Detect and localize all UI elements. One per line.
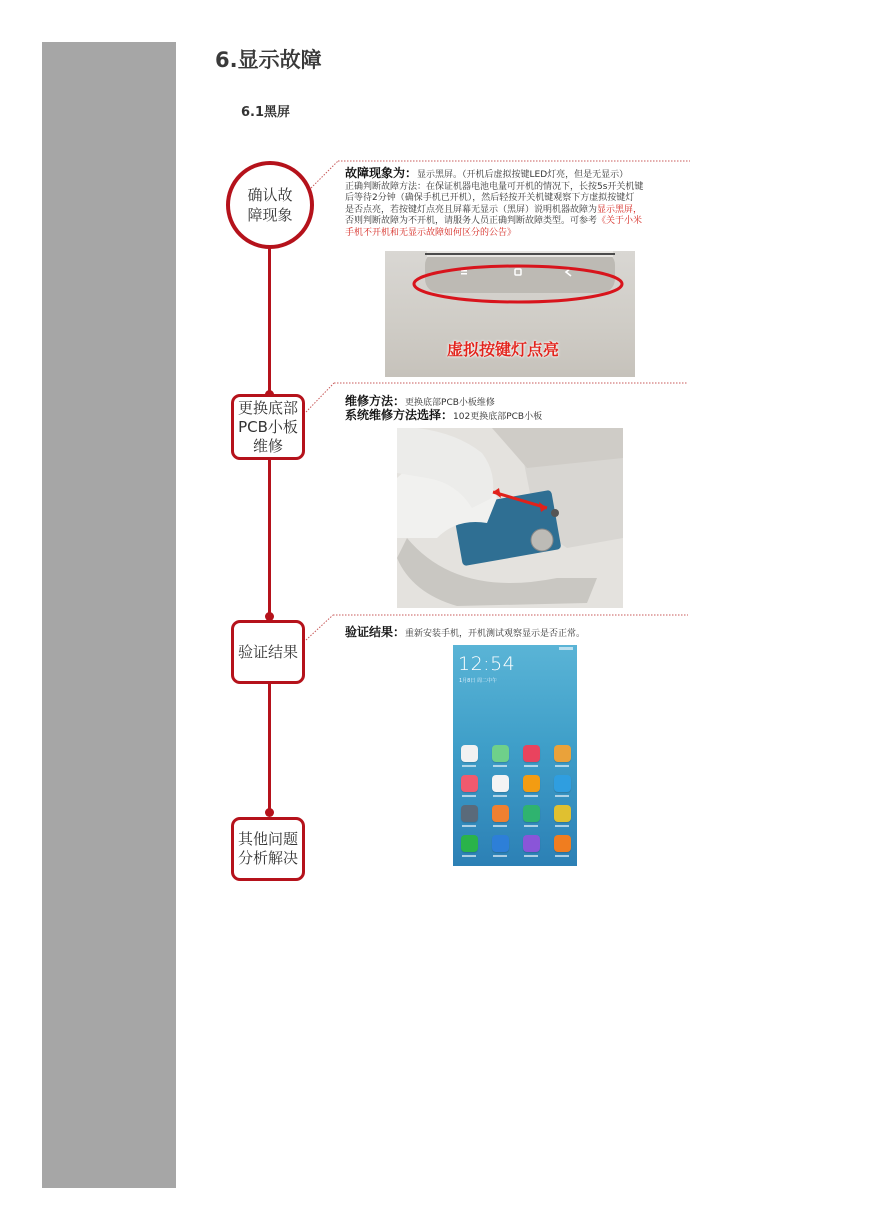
app-icon[interactable] bbox=[461, 805, 478, 822]
app-label bbox=[524, 795, 538, 797]
photo-pcb-replacement bbox=[397, 428, 623, 608]
photo-virtual-keys bbox=[385, 251, 635, 377]
highlight-black-screen: 显示黑屏， bbox=[597, 204, 643, 215]
system-method-text: 102更换底部PCB小板 bbox=[453, 411, 543, 422]
app-label bbox=[462, 825, 476, 827]
step-label: 更换底部 bbox=[237, 398, 298, 417]
step-label: 其他问题 bbox=[237, 830, 298, 848]
step-label: 障现象 bbox=[247, 206, 293, 224]
app-label bbox=[524, 765, 538, 767]
symptom-line: 是否点亮，若按键灯点亮且屏幕无显示（黑屏）说明机器故障为 bbox=[345, 204, 598, 215]
app-icon[interactable] bbox=[492, 835, 509, 852]
app-label bbox=[555, 795, 569, 797]
photo-pcb-graphic bbox=[397, 428, 623, 608]
app-label bbox=[555, 855, 569, 857]
symptom-line: 显示黑屏。（开机后虚拟按键LED灯亮，但是无显示） bbox=[417, 170, 629, 180]
reference-link[interactable]: 《关于小米 bbox=[597, 216, 643, 226]
symptom-description bbox=[345, 168, 695, 239]
sub-title: 6.1黑屏 bbox=[241, 105, 291, 120]
symptom-line: 否则判断故障为不开机，请服务人员正确判断故障类型。可参考 bbox=[345, 216, 598, 226]
app-label bbox=[555, 825, 569, 827]
app-label bbox=[493, 855, 507, 857]
photo-caption: 虚拟按键灯点亮 bbox=[447, 340, 560, 359]
symptom-heading: 故障现象为： bbox=[345, 166, 418, 180]
repair-method bbox=[345, 396, 695, 423]
step-label: 验证结果 bbox=[237, 642, 298, 661]
app-icon[interactable] bbox=[461, 835, 478, 852]
symptom-line: 后等待2分钟（确保手机已开机），然后轻按开关机键观察下方虚拟按键灯 bbox=[345, 193, 635, 203]
app-icon[interactable] bbox=[554, 775, 571, 792]
app-icon[interactable] bbox=[492, 745, 509, 762]
app-label bbox=[462, 855, 476, 857]
app-label bbox=[493, 765, 507, 767]
app-icon[interactable] bbox=[523, 805, 540, 822]
app-label bbox=[524, 855, 538, 857]
app-icon[interactable] bbox=[554, 805, 571, 822]
app-icon[interactable] bbox=[554, 745, 571, 762]
step-label: 分析解决 bbox=[237, 849, 298, 867]
app-label bbox=[462, 795, 476, 797]
phone-home-screen bbox=[453, 645, 577, 866]
verify-result bbox=[345, 627, 695, 641]
app-icon[interactable] bbox=[461, 745, 478, 762]
phone-date: 1月8日 周二中午 bbox=[459, 678, 497, 684]
app-label bbox=[493, 795, 507, 797]
status-bar bbox=[559, 647, 573, 650]
verify-text: 重新安装手机，开机测试观察显示是否正常。 bbox=[405, 629, 586, 639]
app-icon[interactable] bbox=[523, 775, 540, 792]
app-icon[interactable] bbox=[461, 775, 478, 792]
app-label bbox=[493, 825, 507, 827]
system-method-heading: 系统维修方法选择： bbox=[345, 407, 454, 422]
app-label bbox=[555, 765, 569, 767]
phone-clock: 12:54 bbox=[458, 653, 516, 675]
app-label bbox=[462, 765, 476, 767]
app-icon[interactable] bbox=[554, 835, 571, 852]
step-label: PCB小板 bbox=[238, 417, 298, 436]
app-label bbox=[524, 825, 538, 827]
symptom-line: 正确判断故障方法：在保证机器电池电量可开机的情况下，长按5s开关机键 bbox=[345, 181, 644, 192]
step-label: 维修 bbox=[252, 436, 283, 455]
app-icon[interactable] bbox=[492, 775, 509, 792]
section-title: 6.显示故障 bbox=[215, 48, 322, 72]
app-icon[interactable] bbox=[523, 745, 540, 762]
repair-text: 更换底部PCB小板维修 bbox=[405, 398, 495, 408]
app-icon[interactable] bbox=[523, 835, 540, 852]
step-label: 确认故 bbox=[247, 186, 293, 204]
app-icon[interactable] bbox=[492, 805, 509, 822]
repair-heading: 维修方法： bbox=[345, 394, 406, 408]
verify-heading: 验证结果： bbox=[345, 625, 406, 639]
reference-link[interactable]: 手机不开机和无显示故障如何区分的公告》 bbox=[345, 227, 517, 238]
